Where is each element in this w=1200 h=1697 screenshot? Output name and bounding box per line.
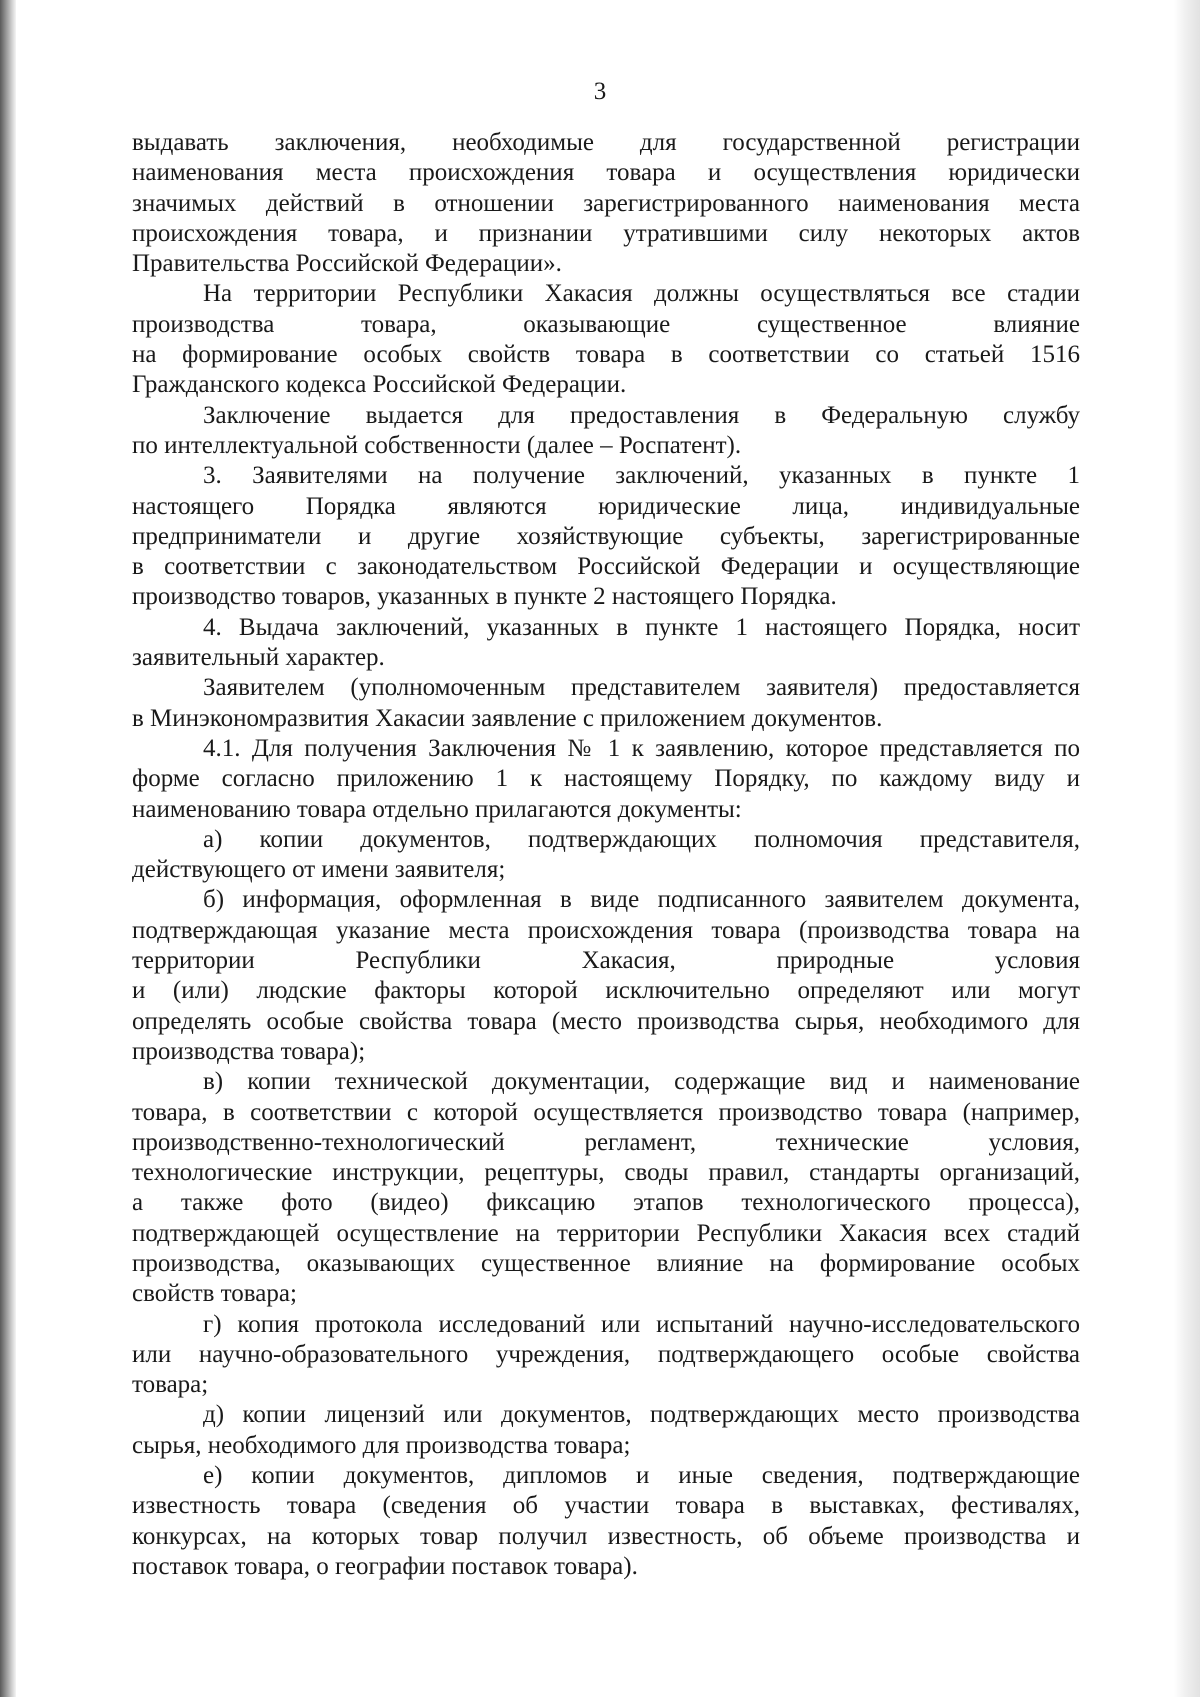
paragraph-5-line-1: 4. Выдача заключений, указанных в пункте 1 настоящего Порядка, носит bbox=[203, 613, 1080, 641]
paragraph-12-line-1: д) копии лицензий или документов, подтверждающих место производства bbox=[203, 1401, 1080, 1429]
paragraph-8-line-2: действующего от имени заявителя; bbox=[132, 856, 506, 884]
paragraph-12-line-2: сырья, необходимого для производства товара; bbox=[132, 1431, 631, 1459]
paragraph-10-line-3: производственно-технологический регламент, технические условия, bbox=[132, 1128, 1080, 1156]
paragraph-7-line-3: наименованию товара отдельно прилагаются документы: bbox=[132, 795, 742, 823]
paragraph-5-line-2: заявительный характер. bbox=[132, 644, 385, 672]
paragraph-13-line-3: конкурсах, на которых товар получил известность, об объеме производства и bbox=[132, 1522, 1080, 1550]
paragraph-1-line-4: происхождения товара, и признании утратившими силу некоторых актов bbox=[132, 219, 1080, 247]
paragraph-4-line-1: 3. Заявителями на получение заключений, указанных в пункте 1 bbox=[203, 462, 1080, 490]
paragraph-7-line-1: 4.1. Для получения Заключения № 1 к заявлению, которое представляется по bbox=[203, 734, 1080, 762]
paragraph-11-line-1: г) копия протокола исследований или испытаний научно-исследовательского bbox=[203, 1310, 1080, 1338]
paragraph-10-line-1: в) копии технической документации, содержащие вид и наименование bbox=[203, 1068, 1080, 1096]
paragraph-13-line-4: поставок товара, о географии поставок товара). bbox=[132, 1552, 638, 1580]
paragraph-7-line-2: форме согласно приложению 1 к настоящему Порядку, по каждому виду и bbox=[132, 765, 1080, 793]
paragraph-13-line-1: е) копии документов, дипломов и иные сведения, подтверждающие bbox=[203, 1462, 1080, 1490]
paragraph-6-line-2: в Минэкономразвития Хакасии заявление с приложением документов. bbox=[132, 704, 883, 732]
paragraph-1-line-3: значимых действий в отношении зарегистрированного наименования места bbox=[132, 189, 1080, 217]
paragraph-3-line-2: по интеллектуальной собственности (далее – Роспатент). bbox=[132, 431, 742, 459]
paragraph-4-line-2: настоящего Порядка являются юридические лица, индивидуальные bbox=[132, 492, 1080, 520]
paragraph-11-line-2: или научно-образовательного учреждения, подтверждающего особые свойства bbox=[132, 1340, 1080, 1368]
paragraph-2-line-1: На территории Республики Хакасия должны осуществляться все стадии bbox=[203, 280, 1080, 308]
paragraph-13-line-2: известность товара (сведения об участии товара в выставках, фестивалях, bbox=[132, 1492, 1080, 1520]
document-body bbox=[132, 128, 1080, 1582]
paragraph-1-line-2: наименования места происхождения товара и осуществления юридически bbox=[132, 159, 1080, 187]
paragraph-8-line-1: а) копии документов, подтверждающих полномочия представителя, bbox=[203, 825, 1080, 853]
paragraph-4-line-5: производство товаров, указанных в пункте 2 настоящего Порядка. bbox=[132, 583, 837, 611]
paragraph-1-line-1: выдавать заключения, необходимые для государственной регистрации bbox=[132, 129, 1080, 156]
paragraph-10-line-7: производства, оказывающих существенное влияние на формирование особых bbox=[132, 1249, 1080, 1277]
paragraph-10-line-8: свойств товара; bbox=[132, 1280, 297, 1308]
paragraph-4-line-4: в соответствии с законодательством Российской Федерации и осуществляющие bbox=[132, 553, 1080, 581]
paragraph-9-line-3: территории Республики Хакасия, природные условия bbox=[132, 947, 1080, 975]
paragraph-10-line-6: подтверждающей осуществление на территории Республики Хакасия всех стадий bbox=[132, 1219, 1080, 1247]
paragraph-2-line-3: на формирование особых свойств товара в соответствии со статьей 1516 bbox=[132, 341, 1080, 369]
page-number: 3 bbox=[593, 78, 607, 105]
scan-shadow-right bbox=[1174, 0, 1200, 1697]
paragraph-10-line-2: товара, в соответствии с которой осуществляется производство товара (например, bbox=[132, 1098, 1080, 1126]
scan-shadow-left bbox=[0, 0, 16, 1697]
paragraph-9-line-6: производства товара); bbox=[132, 1037, 366, 1065]
paragraph-6-line-1: Заявителем (уполномоченным представителем заявителя) предоставляется bbox=[203, 674, 1080, 702]
paragraph-11-line-3: товара; bbox=[132, 1371, 209, 1399]
paragraph-9-line-1: б) информация, оформленная в виде подписанного заявителем документа, bbox=[203, 886, 1080, 914]
paragraph-2-line-2: производства товара, оказывающие существенное влияние bbox=[132, 310, 1080, 338]
paragraph-4-line-3: предприниматели и другие хозяйствующие субъекты, зарегистрированные bbox=[132, 522, 1080, 550]
paragraph-10-line-4: технологические инструкции, рецептуры, своды правил, стандарты организаций, bbox=[132, 1159, 1080, 1187]
paragraph-2-line-4: Гражданского кодекса Российской Федерации. bbox=[132, 371, 627, 399]
paragraph-3-line-1: Заключение выдается для предоставления в Федеральную службу bbox=[203, 401, 1080, 429]
paragraph-9-line-5: определять особые свойства товара (место производства сырья, необходимого для bbox=[132, 1007, 1080, 1035]
paragraph-1-line-5: Правительства Российской Федерации». bbox=[132, 250, 562, 278]
paragraph-10-line-5: а также фото (видео) фиксацию этапов технологического процесса), bbox=[132, 1189, 1080, 1217]
paragraph-9-line-2: подтверждающая указание места происхождения товара (производства товара на bbox=[132, 916, 1080, 944]
paragraph-9-line-4: и (или) людские факторы которой исключительно определяют или могут bbox=[132, 977, 1080, 1005]
